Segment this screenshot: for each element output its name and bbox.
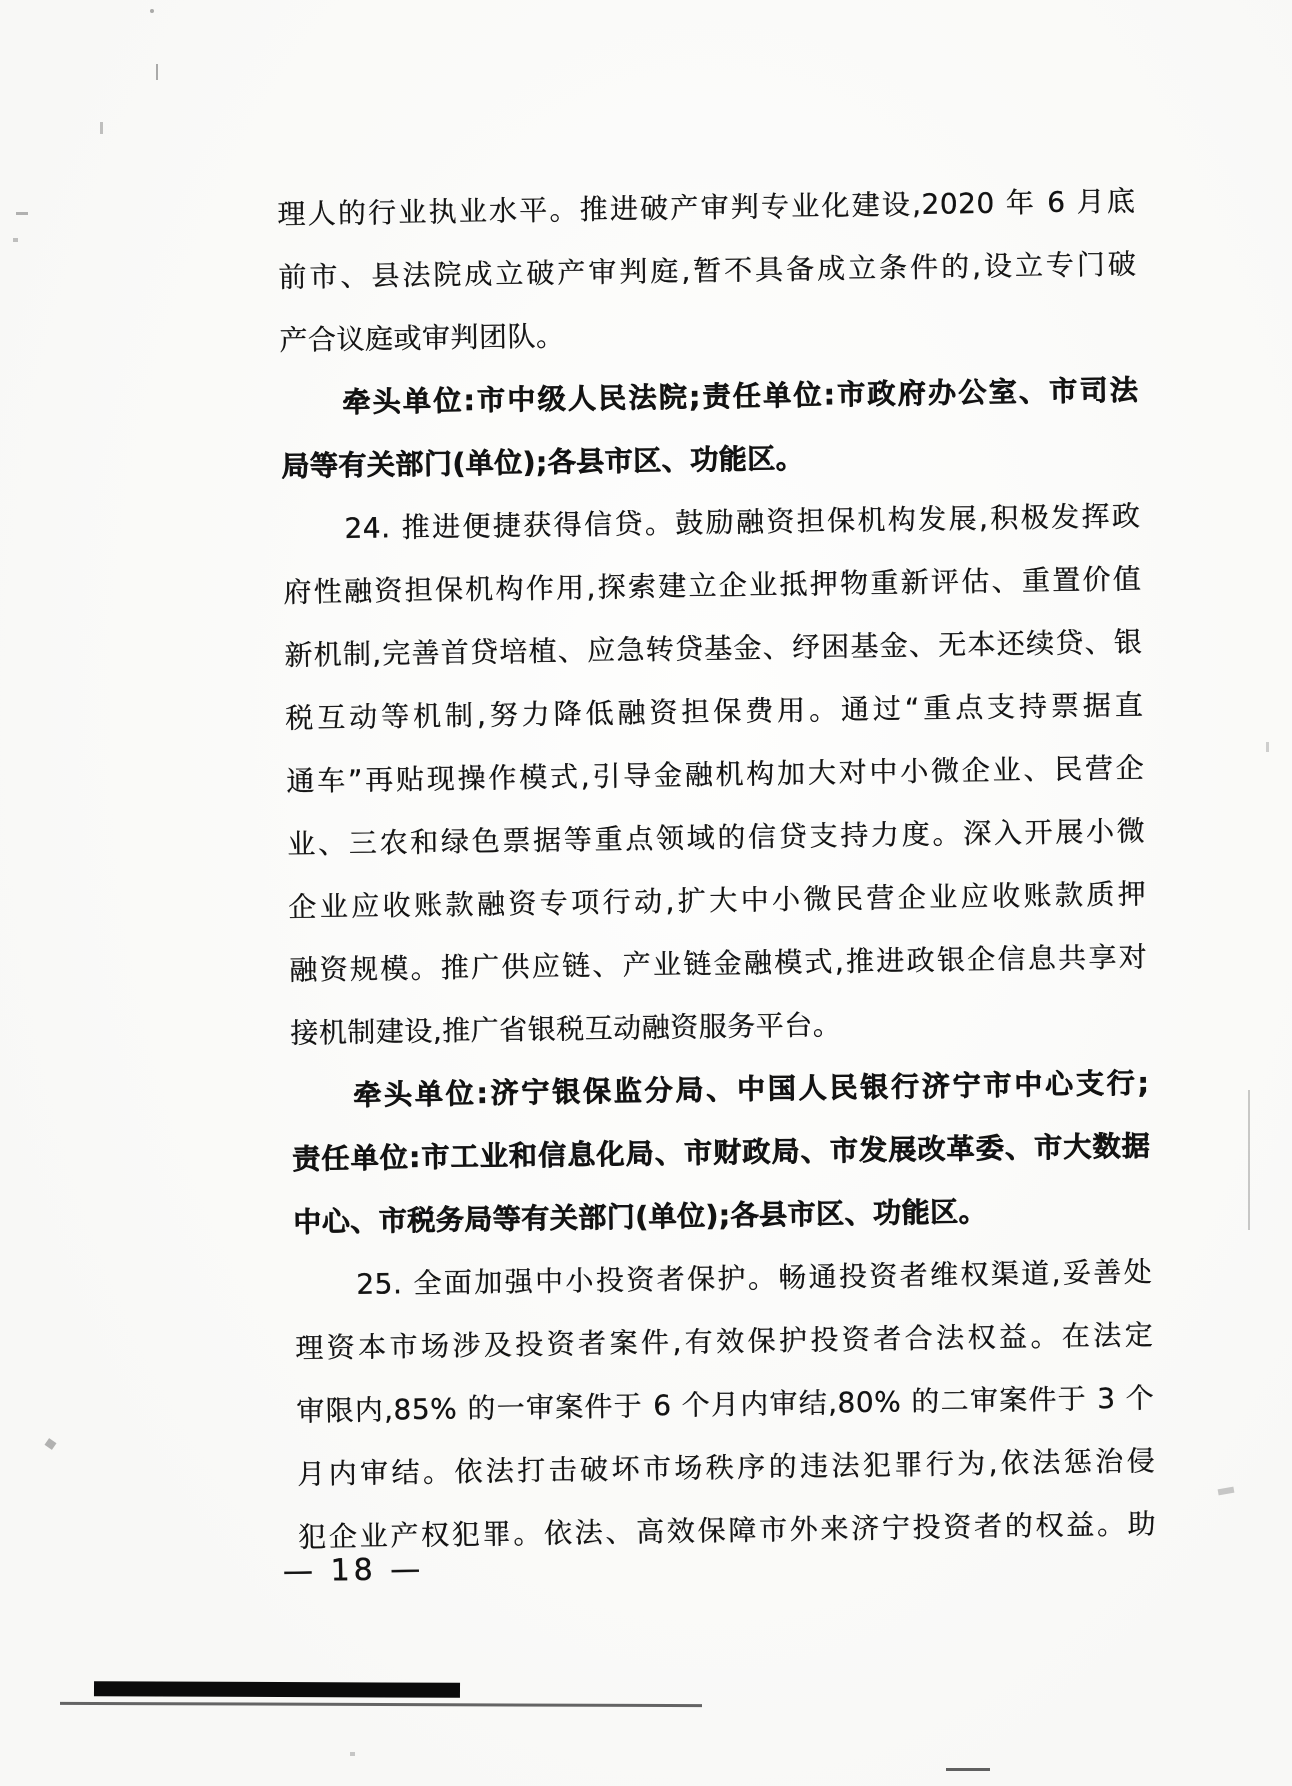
scan-noise xyxy=(13,238,18,242)
scan-artifact-line xyxy=(60,1702,702,1707)
scan-noise xyxy=(16,212,28,215)
text-line: 25. 全面加强中小投资者保护。畅通投资者维权渠道,妥善处 xyxy=(356,1255,1153,1301)
scan-noise xyxy=(350,1752,355,1756)
text-block xyxy=(277,170,1157,1569)
text-line: 接机制建设,推广省银税互动融资服务平台。 xyxy=(290,1008,842,1050)
text-line: 24. 推进便捷获得信贷。鼓励融资担保机构发展,积极发挥政 xyxy=(344,499,1141,545)
scan-noise xyxy=(150,9,154,13)
scan-artifact-bar xyxy=(94,1681,460,1698)
text-line: 府性融资担保机构作用,探索建立企业抵押物重新评估、重置价值 xyxy=(283,562,1142,609)
page-number: — 18 — xyxy=(282,1551,425,1590)
text-line: 通车”再贴现操作模式,引导金融机构加大对中小微企业、民营企 xyxy=(286,751,1145,798)
text-line: 融资规模。推广供应链、产业链金融模式,推进政银企信息共享对 xyxy=(289,940,1148,987)
text-line: 企业应收账款融资专项行动,扩大中小微民营企业应收账款质押 xyxy=(288,877,1147,924)
text-line: 税互动等机制,努力降低融资担保费用。通过“重点支持票据直 xyxy=(285,688,1144,735)
text-line: 审限内,85% 的一审案件于 6 个月内审结,80% 的二审案件于 3 个 xyxy=(296,1381,1155,1428)
scan-noise xyxy=(1248,1090,1250,1230)
scan-noise xyxy=(156,64,158,80)
text-line: 责任单位:市工业和信息化局、市财政局、市发展改革委、市大数据 xyxy=(292,1129,1151,1176)
text-line: 前市、县法院成立破产审判庭,暂不具备成立条件的,设立专门破 xyxy=(278,247,1137,294)
text-line: 中心、市税务局等有关部门(单位);各县市区、功能区。 xyxy=(293,1194,988,1239)
text-line: 月内审结。依法打击破坏市场秩序的违法犯罪行为,依法惩治侵 xyxy=(297,1444,1156,1491)
text-line: 理人的行业执业水平。推进破产审判专业化建设,2020 年 6 月底 xyxy=(277,184,1136,231)
scan-noise xyxy=(100,122,103,134)
scan-noise xyxy=(1266,742,1269,752)
text-line: 牵头单位:济宁银保监分局、中国人民银行济宁市中心支行; xyxy=(353,1066,1150,1112)
text-line: 理资本市场涉及投资者案件,有效保护投资者合法权益。在法定 xyxy=(295,1318,1154,1365)
text-line: 新机制,完善首贷培植、应急转贷基金、纾困基金、无本还续贷、银 xyxy=(284,625,1143,672)
scan-noise xyxy=(1218,1487,1235,1496)
text-line: 业、三农和绿色票据等重点领域的信贷支持力度。深入开展小微 xyxy=(287,814,1146,861)
text-line: 产合议庭或审判团队。 xyxy=(279,319,565,357)
scan-noise xyxy=(45,1438,57,1450)
scan-artifact-dash xyxy=(946,1768,990,1771)
text-line: 局等有关部门(单位);各县市区、功能区。 xyxy=(281,441,805,483)
text-line: 牵头单位:市中级人民法院;责任单位:市政府办公室、市司法 xyxy=(342,373,1139,419)
text-line: 犯企业产权犯罪。依法、高效保障市外来济宁投资者的权益。助 xyxy=(298,1507,1157,1554)
